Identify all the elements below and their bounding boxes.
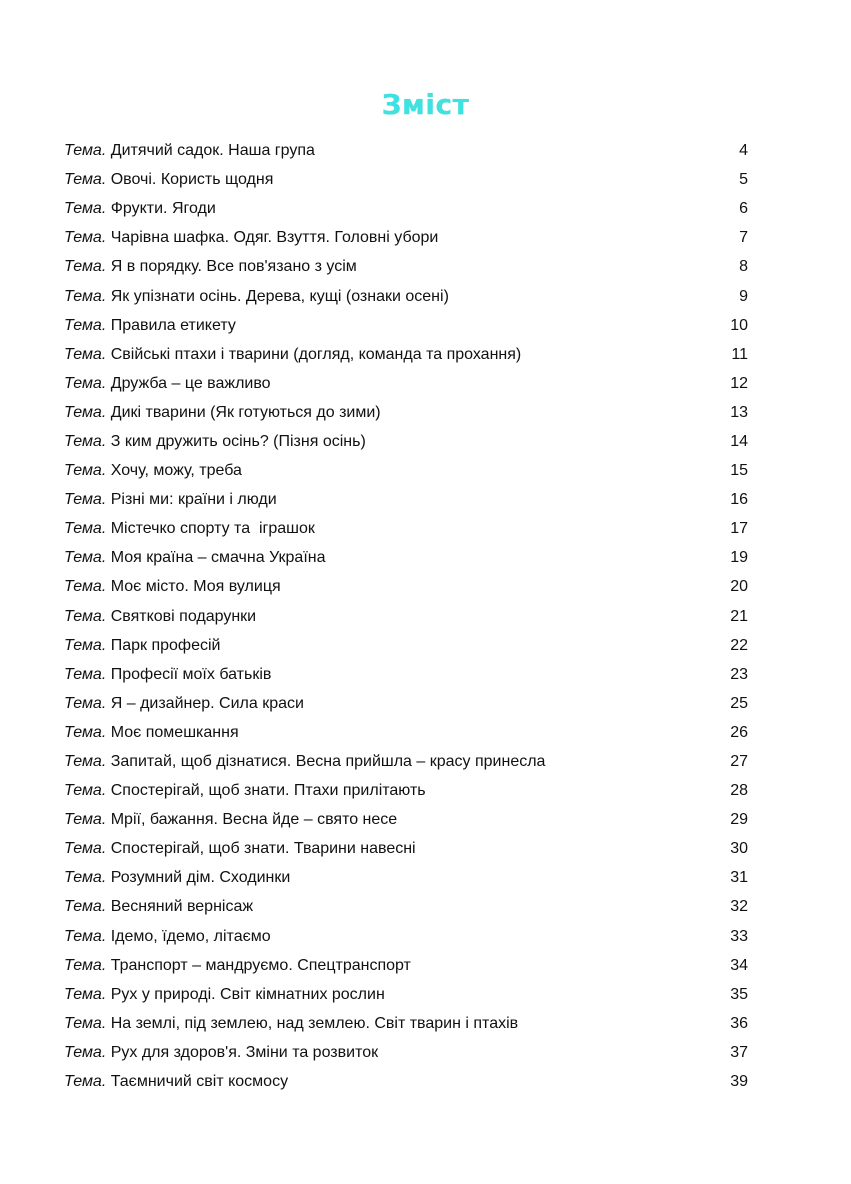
toc-entry-text: Моє місто. Моя вулиця <box>106 578 281 596</box>
toc-entry[interactable] <box>64 136 750 165</box>
toc-entry[interactable] <box>64 951 750 980</box>
page-title: Зміст <box>381 88 470 121</box>
toc-entry[interactable] <box>64 980 750 1009</box>
toc-entry[interactable] <box>64 194 750 223</box>
toc-entry-title <box>64 660 718 689</box>
toc-entry-title <box>64 980 718 1009</box>
toc-entry-page-number: 32 <box>730 898 748 916</box>
toc-entry-page-number: 7 <box>739 229 748 247</box>
toc-entry-title <box>64 834 718 863</box>
toc-entry-prefix: Тема. <box>64 694 107 712</box>
toc-entry[interactable] <box>64 660 750 689</box>
toc-entry[interactable] <box>64 252 750 281</box>
toc-entry-title <box>64 951 718 980</box>
toc-entry-page-number: 14 <box>730 432 748 450</box>
toc-entry[interactable] <box>64 1009 750 1038</box>
toc-entry-title <box>64 456 718 485</box>
toc-entry-page-number: 15 <box>730 462 748 480</box>
toc-entry-text: Моє помешкання <box>106 723 239 741</box>
toc-entry[interactable] <box>64 485 750 514</box>
toc-entry[interactable] <box>64 543 750 572</box>
toc-entry-title <box>64 252 718 281</box>
toc-entry-page-number: 28 <box>730 782 748 800</box>
toc-entry-title <box>64 863 718 892</box>
toc-entry-text: Парк професій <box>106 636 221 654</box>
toc-entry-text: На землі, під землею, над землею. Світ тварин і птахів <box>106 1014 519 1032</box>
toc-entry[interactable] <box>64 223 750 252</box>
toc-entry-text: Весняний вернісаж <box>106 898 254 916</box>
toc-entry[interactable] <box>64 602 750 631</box>
toc-entry[interactable] <box>64 165 750 194</box>
toc-entry-page-number: 22 <box>730 636 748 654</box>
toc-entry[interactable] <box>64 922 750 951</box>
toc-entry-prefix: Тема. <box>64 607 107 625</box>
toc-entry-prefix: Тема. <box>64 985 107 1003</box>
toc-entry-text: Професії моїх батьків <box>106 665 272 683</box>
toc-entry-prefix: Тема. <box>64 898 107 916</box>
toc-entry-title <box>64 718 718 747</box>
toc-entry-prefix: Тема. <box>64 345 107 363</box>
toc-entry[interactable] <box>64 340 750 369</box>
toc-entry-title <box>64 427 718 456</box>
toc-entry-text: З ким дружить осінь? (Пізня осінь) <box>106 432 366 450</box>
toc-entry-page-number: 31 <box>730 869 748 887</box>
toc-entry-text: Свійські птахи і тварини (догляд, команда та прохання) <box>106 345 522 363</box>
toc-entry-prefix: Тема. <box>64 462 107 480</box>
toc-entry-text: Святкові подарунки <box>106 607 257 625</box>
toc-entry-title <box>64 805 718 834</box>
toc-entry-prefix: Тема. <box>64 753 107 771</box>
toc-entry[interactable] <box>64 689 750 718</box>
toc-entry-title <box>64 514 718 543</box>
toc-entry-prefix: Тема. <box>64 287 107 305</box>
toc-entry-prefix: Тема. <box>64 520 107 538</box>
toc-entry-title <box>64 282 718 311</box>
toc-entry-page-number: 23 <box>730 665 748 683</box>
toc-entry-title <box>64 689 718 718</box>
toc-entry[interactable] <box>64 892 750 921</box>
toc-entry-text: Розумний дім. Сходинки <box>106 869 291 887</box>
toc-entry-text: Чарівна шафка. Одяг. Взуття. Головні убори <box>106 229 439 247</box>
toc-entry-page-number: 20 <box>730 578 748 596</box>
toc-entry-text: Запитай, щоб дізнатися. Весна прийшла – красу принесла <box>106 753 546 771</box>
toc-entry-prefix: Тема. <box>64 840 107 858</box>
toc-entry-text: Мрії, бажання. Весна йде – свято несе <box>106 811 398 829</box>
toc-entry-page-number: 19 <box>730 549 748 567</box>
toc-entry[interactable] <box>64 456 750 485</box>
toc-entry-text: Фрукти. Ягоди <box>106 200 216 218</box>
toc-entry-text: Спостерігай, щоб знати. Тварини навесні <box>106 840 416 858</box>
toc-entry-title <box>64 369 718 398</box>
toc-entry-text: Таємничий світ космосу <box>106 1073 289 1091</box>
toc-entry-prefix: Тема. <box>64 927 107 945</box>
toc-entry-page-number: 16 <box>730 491 748 509</box>
toc-entry-prefix: Тема. <box>64 1073 107 1091</box>
toc-entry[interactable] <box>64 863 750 892</box>
toc-entry-text: Овочі. Користь щодня <box>106 171 274 189</box>
toc-entry-page-number: 5 <box>739 171 748 189</box>
toc-entry[interactable] <box>64 805 750 834</box>
toc-entry-text: Спостерігай, щоб знати. Птахи прилітають <box>106 782 426 800</box>
toc-entry-prefix: Тема. <box>64 869 107 887</box>
toc-entry-page-number: 13 <box>730 403 748 421</box>
toc-entry[interactable] <box>64 572 750 601</box>
toc-entry-prefix: Тема. <box>64 374 107 392</box>
toc-entry-prefix: Тема. <box>64 782 107 800</box>
toc-entry-title <box>64 223 718 252</box>
toc-entry-prefix: Тема. <box>64 578 107 596</box>
toc-entry-prefix: Тема. <box>64 432 107 450</box>
toc-entry-title <box>64 631 718 660</box>
toc-entry-title <box>64 572 718 601</box>
toc-entry-page-number: 35 <box>730 985 748 1003</box>
toc-entry-page-number: 9 <box>739 287 748 305</box>
toc-entry-prefix: Тема. <box>64 403 107 421</box>
toc-entry[interactable] <box>64 427 750 456</box>
table-of-contents <box>64 136 750 1096</box>
toc-entry-text: Хочу, можу, треба <box>106 462 242 480</box>
toc-entry-text: Транспорт – мандруємо. Спецтранспорт <box>106 956 411 974</box>
toc-entry-prefix: Тема. <box>64 316 107 334</box>
toc-entry-text: Рух для здоров'я. Зміни та розвиток <box>106 1043 379 1061</box>
toc-entry-prefix: Тема. <box>64 956 107 974</box>
toc-entry-title <box>64 892 718 921</box>
toc-entry[interactable] <box>64 514 750 543</box>
toc-entry-title <box>64 340 718 369</box>
toc-entry[interactable] <box>64 398 750 427</box>
toc-entry-page-number: 30 <box>730 840 748 858</box>
toc-entry-prefix: Тема. <box>64 491 107 509</box>
toc-entry-page-number: 10 <box>730 316 748 334</box>
toc-entry-page-number: 25 <box>730 694 748 712</box>
toc-entry-prefix: Тема. <box>64 200 107 218</box>
toc-entry-page-number: 27 <box>730 753 748 771</box>
toc-entry-text: Як упізнати осінь. Дерева, кущі (ознаки осені) <box>106 287 449 305</box>
toc-entry-prefix: Тема. <box>64 811 107 829</box>
toc-entry-title <box>64 1067 718 1096</box>
toc-entry[interactable] <box>64 834 750 863</box>
toc-entry-title <box>64 165 718 194</box>
toc-entry-prefix: Тема. <box>64 142 107 160</box>
toc-entry[interactable] <box>64 1067 750 1096</box>
toc-entry[interactable] <box>64 776 750 805</box>
toc-entry-prefix: Тема. <box>64 1043 107 1061</box>
toc-entry-text: Я – дизайнер. Сила краси <box>106 694 304 712</box>
toc-entry-title <box>64 398 718 427</box>
toc-entry-page-number: 29 <box>730 811 748 829</box>
toc-entry-title <box>64 776 718 805</box>
toc-entry-page-number: 36 <box>730 1014 748 1032</box>
toc-entry-title <box>64 194 718 223</box>
toc-entry-page-number: 33 <box>730 927 748 945</box>
toc-entry-page-number: 8 <box>739 258 748 276</box>
toc-entry-title <box>64 602 718 631</box>
toc-entry-title <box>64 311 718 340</box>
toc-entry-title <box>64 1009 718 1038</box>
toc-entry-page-number: 6 <box>739 200 748 218</box>
toc-entry-text: Моя країна – смачна Україна <box>106 549 326 567</box>
toc-entry-title <box>64 922 718 951</box>
toc-entry-prefix: Тема. <box>64 171 107 189</box>
toc-entry-prefix: Тема. <box>64 665 107 683</box>
toc-entry-page-number: 37 <box>730 1043 748 1061</box>
toc-entry[interactable] <box>64 631 750 660</box>
toc-entry[interactable] <box>64 1038 750 1067</box>
toc-entry-page-number: 21 <box>730 607 748 625</box>
toc-entry-text: Дикі тварини (Як готуються до зими) <box>106 403 381 421</box>
toc-entry-title <box>64 485 718 514</box>
toc-entry-text: Різні ми: країни і люди <box>106 491 277 509</box>
toc-entry-title <box>64 136 718 165</box>
toc-entry-text: Правила етикету <box>106 316 236 334</box>
toc-entry-text: Ідемо, їдемо, літаємо <box>106 927 271 945</box>
toc-entry-prefix: Тема. <box>64 1014 107 1032</box>
toc-entry-text: Містечко спорту та іграшок <box>106 520 315 538</box>
toc-entry-text: Дитячий садок. Наша група <box>106 142 315 160</box>
toc-entry-text: Дружба – це важливо <box>106 374 271 392</box>
toc-entry[interactable] <box>64 747 750 776</box>
toc-entry-page-number: 34 <box>730 956 748 974</box>
toc-entry-text: Я в порядку. Все пов'язано з усім <box>106 258 357 276</box>
toc-entry[interactable] <box>64 281 750 310</box>
toc-entry-page-number: 12 <box>730 374 748 392</box>
toc-entry-page-number: 4 <box>739 142 748 160</box>
toc-entry-text: Рух у природі. Світ кімнатних рослин <box>106 985 385 1003</box>
toc-entry-page-number: 39 <box>730 1073 748 1091</box>
toc-entry[interactable] <box>64 718 750 747</box>
toc-entry-title <box>64 543 718 572</box>
toc-entry-page-number: 26 <box>730 723 748 741</box>
toc-entry[interactable] <box>64 369 750 398</box>
toc-entry-title <box>64 747 718 776</box>
toc-entry-title <box>64 1038 718 1067</box>
toc-entry-prefix: Тема. <box>64 229 107 247</box>
toc-entry[interactable] <box>64 311 750 340</box>
toc-entry-page-number: 11 <box>731 345 748 363</box>
toc-entry-page-number: 17 <box>730 520 748 538</box>
toc-entry-prefix: Тема. <box>64 258 107 276</box>
toc-entry-prefix: Тема. <box>64 549 107 567</box>
toc-entry-prefix: Тема. <box>64 723 107 741</box>
toc-entry-prefix: Тема. <box>64 636 107 654</box>
